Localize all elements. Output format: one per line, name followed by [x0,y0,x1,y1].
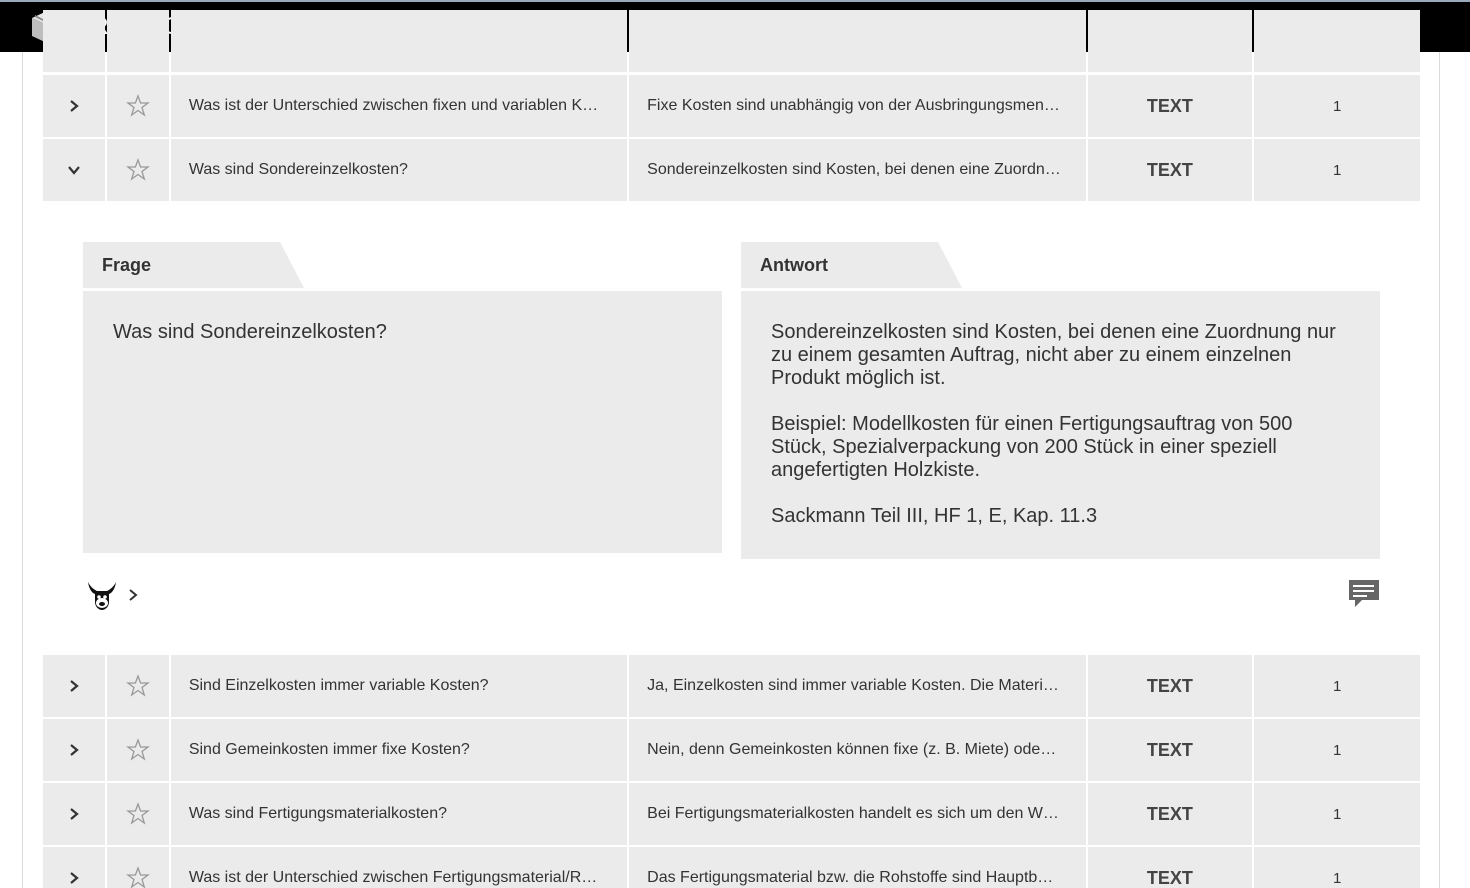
favorite-toggle[interactable] [107,783,169,845]
expand-toggle[interactable] [43,783,105,845]
favorite-toggle[interactable] [107,847,169,888]
answer-box [741,291,1380,559]
answer-cell: Ja, Einzelkosten sind immer variable Kosten. Die Materi… [629,655,1085,717]
question-cell: Sind Gemeinkosten immer fixe Kosten? [171,719,627,781]
favorite-toggle[interactable] [107,655,169,717]
expand-toggle[interactable] [43,847,105,888]
question-box [83,291,722,553]
type-cell: TEXT [1088,75,1253,137]
question-cell: Was ist der Unterschied zwischen Fertigungsmaterial/R… [171,847,627,888]
mascot-link[interactable] [85,578,139,612]
chevron-right-icon [67,807,81,821]
question-text: Was sind Sondereinzelkosten? [113,321,387,343]
answer-tab: Antwort [741,242,938,288]
question-cell: Was sind Fertigungsmaterialkosten? [171,783,627,845]
answer-cell: Bei Fertigungsmaterialkosten handelt es sich um den W… [629,783,1085,845]
answer-cell: Fixe Kosten sind unabhängig von der Ausbringungsmen… [629,75,1085,137]
collapse-toggle[interactable] [43,139,105,201]
favorite-toggle[interactable] [107,719,169,781]
chevron-right-icon [67,743,81,757]
answer-paragraph: Beispiel: Modellkosten für einen Fertigungsauftrag von 500 Stück, Spezialverpackung von 200 Stück in einer speziell angefertigten Holzkiste. [771,413,1293,481]
favorite-toggle[interactable] [107,139,169,201]
star-icon [126,866,150,888]
type-cell: TEXT [1088,139,1253,201]
card-detail-panel [43,202,1420,654]
count-cell: 1 [1254,783,1420,845]
table-row[interactable] [43,655,1420,717]
table-row[interactable] [43,847,1420,888]
favorite-toggle[interactable] [107,75,169,137]
type-cell: TEXT [1088,719,1253,781]
type-cell: TEXT [1088,847,1253,888]
mascot-icon [85,578,119,612]
type-cell: TEXT [1088,783,1253,845]
answer-cell: Sondereinzelkosten sind Kosten, bei denen eine Zuordn… [629,139,1085,201]
chevron-right-icon [127,588,139,602]
chevron-right-icon [67,871,81,885]
star-icon [126,674,150,698]
star-icon [126,802,150,826]
type-cell: TEXT [1088,655,1253,717]
star-icon [126,158,150,182]
count-cell: 1 [1254,655,1420,717]
chevron-down-icon [67,163,81,177]
answer-paragraph: Sondereinzelkosten sind Kosten, bei denen eine Zuordnung nur zu einem gesamten Auftrag, nicht aber zu einem einzelnen Produkt möglich ist. [771,321,1336,389]
star-icon [126,94,150,118]
count-cell: 1 [1254,139,1420,201]
table-row[interactable] [43,719,1420,781]
count-cell: 1 [1254,847,1420,888]
expand-toggle[interactable] [43,75,105,137]
comment-icon[interactable] [1348,579,1380,609]
chevron-right-icon [67,679,81,693]
star-icon [126,738,150,762]
count-cell: 1 [1254,719,1420,781]
question-cell: Sind Einzelkosten immer variable Kosten? [171,655,627,717]
table-row[interactable] [43,783,1420,845]
count-cell: 1 [1254,75,1420,137]
question-tab: Frage [83,242,280,288]
table-row-expanded[interactable] [43,139,1420,201]
answer-paragraph: Sackmann Teil III, HF 1, E, Kap. 11.3 [771,505,1098,527]
table-row [43,10,1420,72]
table-row[interactable] [43,75,1420,137]
question-cell: Was sind Sondereinzelkosten? [171,139,627,201]
chevron-right-icon [67,99,81,113]
answer-cell: Nein, denn Gemeinkosten können fixe (z. B. Miete) ode… [629,719,1085,781]
expand-toggle[interactable] [43,719,105,781]
question-cell: Was ist der Unterschied zwischen fixen und variablen K… [171,75,627,137]
answer-cell: Das Fertigungsmaterial bzw. die Rohstoffe sind Hauptb… [629,847,1085,888]
statistics-page [22,52,1440,888]
expand-toggle[interactable] [43,655,105,717]
